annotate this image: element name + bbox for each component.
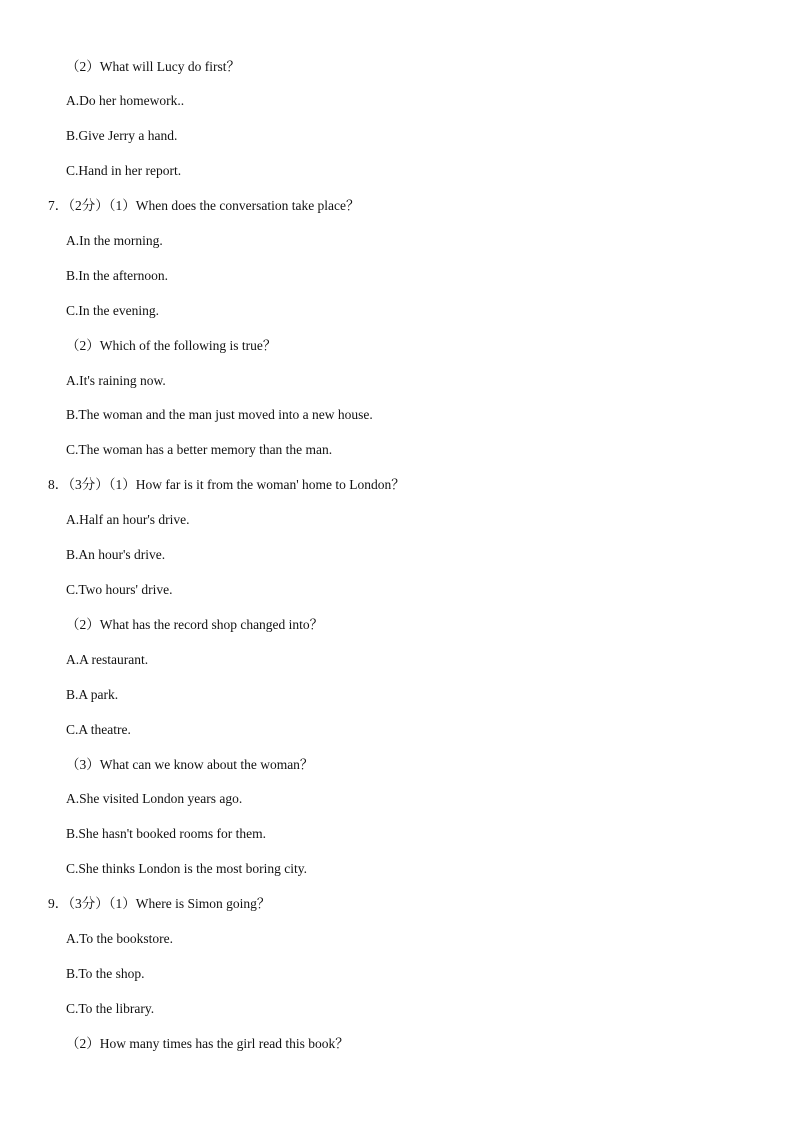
q8-sub3-stem: （3）What can we know about the woman？ <box>66 757 314 772</box>
q7-sub1-option-c: C.In the evening. <box>66 303 159 318</box>
q6-sub2-option-b: B.Give Jerry a hand. <box>66 128 178 143</box>
q7-sub2-option-a: A.It's raining now. <box>66 373 166 388</box>
q9-sub1-option-c: C.To the library. <box>66 1001 155 1016</box>
q7-sub2-stem: （2）Which of the following is true？ <box>66 338 277 353</box>
q8-sub3-option-b: B.She hasn't booked rooms for them. <box>66 826 267 841</box>
q6-sub2-option-c: C.Hand in her report. <box>66 163 182 178</box>
q7-sub2-option-b: B.The woman and the man just moved into a new house. <box>66 407 373 422</box>
q6-sub2-stem: （2）What will Lucy do first？ <box>66 59 240 74</box>
q7-sub1-option-b: B.In the afternoon. <box>66 268 168 283</box>
q7-sub2-option-c: C.The woman has a better memory than the man. <box>66 442 333 457</box>
q9-sub2-stem: （2）How many times has the girl read this book？ <box>66 1036 349 1051</box>
q9-sub1-option-a: A.To the bookstore. <box>66 931 174 946</box>
q7-header: 7．（2分）（1）When does the conversation take place？ <box>48 198 360 213</box>
q8-sub1-option-c: C.Two hours' drive. <box>66 582 173 597</box>
q8-sub2-stem: （2）What has the record shop changed into？ <box>66 617 324 632</box>
q8-sub1-option-b: B.An hour's drive. <box>66 547 166 562</box>
q8-sub2-option-a: A.A restaurant. <box>66 652 149 667</box>
q8-header: 8．（3分）（1）How far is it from the woman' home to London？ <box>48 477 405 492</box>
q8-sub2-option-b: B.A park. <box>66 687 119 702</box>
q7-sub1-option-a: A.In the morning. <box>66 233 163 248</box>
q8-sub3-option-a: A.She visited London years ago. <box>66 791 243 806</box>
q8-sub3-option-c: C.She thinks London is the most boring city. <box>66 861 307 876</box>
q9-header: 9．（3分）（1）Where is Simon going？ <box>48 896 271 911</box>
q8-sub1-option-a: A.Half an hour's drive. <box>66 512 190 527</box>
q8-sub2-option-c: C.A theatre. <box>66 722 131 737</box>
q6-sub2-option-a: A.Do her homework.. <box>66 93 185 108</box>
q9-sub1-option-b: B.To the shop. <box>66 966 145 981</box>
